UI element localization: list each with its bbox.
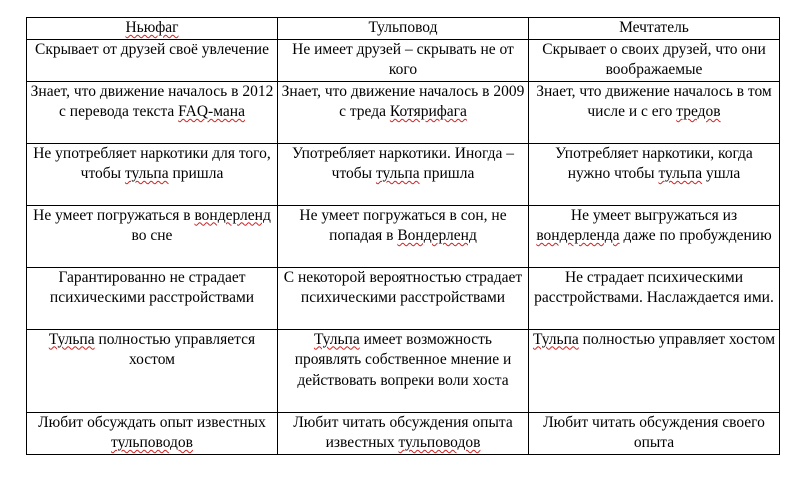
- cell-text: Тульпа полностью управляется хостом: [48, 330, 256, 368]
- table-row: [27, 143, 780, 205]
- table-row: [27, 412, 780, 454]
- table-cell: [529, 412, 780, 454]
- table-body: [27, 18, 780, 455]
- cell-text: Употребляет наркотики, когда нужно чтобы тульпа ушла: [555, 144, 753, 182]
- table-cell: [278, 412, 529, 454]
- table-cell: [278, 81, 529, 143]
- table-cell: [27, 267, 278, 329]
- header-label: Ньюфаг: [125, 19, 179, 36]
- table-cell: [529, 39, 780, 81]
- table-cell: [27, 205, 278, 267]
- table-row: [27, 39, 780, 81]
- cell-text: Не умеет выгружаться из вондерленда даже по пробуждению: [536, 206, 772, 244]
- comparison-table: [26, 17, 780, 455]
- cell-text: Не имеет друзей – скрывать не от кого: [292, 40, 514, 78]
- table-cell: [278, 329, 529, 412]
- table-cell: [278, 143, 529, 205]
- table-row: [27, 81, 780, 143]
- table-cell: [278, 267, 529, 329]
- table-cell: [529, 205, 780, 267]
- header-label: Мечтатель: [619, 19, 689, 36]
- cell-text: Гарантированно не страдает психическими расстройствами: [49, 268, 255, 306]
- cell-text: Не употребляет наркотики для того, чтобы тульпа пришла: [33, 144, 271, 182]
- cell-text: Употребляет наркотики. Иногда – чтобы тульпа пришла: [291, 144, 514, 182]
- table-cell: [278, 39, 529, 81]
- table-cell: [529, 81, 780, 143]
- cell-text: С некоторой вероятностью страдает психическими расстройствами: [283, 268, 523, 306]
- cell-text: Скрывает о своих друзей, что они воображаемые: [542, 40, 766, 78]
- cell-text: Любит обсуждать опыт известных тульповодов: [38, 413, 266, 451]
- cell-text: Не умеет погружаться в сон, не попадая в Вондерленд: [299, 206, 507, 244]
- header-cell-tulpamancer: [278, 18, 529, 40]
- cell-text: Знает, что движение началось в том числе и с его тредов: [536, 82, 772, 120]
- table-row: [27, 205, 780, 267]
- table-cell: [27, 412, 278, 454]
- table-cell: [529, 267, 780, 329]
- cell-text: Знает, что движение началось в 2012 с перевода текста FAQ-мана: [30, 82, 274, 120]
- table-cell: [529, 143, 780, 205]
- table-cell: [27, 329, 278, 412]
- cell-text: Скрывает от друзей своё увлечение: [35, 40, 269, 58]
- table-cell: [278, 205, 529, 267]
- cell-text: Любит читать обсуждения опыта известных тульповодов: [293, 413, 513, 451]
- cell-text: Не страдает психическими расстройствами. Наслаждается ими.: [534, 268, 774, 306]
- table-cell: [27, 81, 278, 143]
- cell-text: Тульпа полностью управляет хостом: [533, 330, 775, 348]
- header-cell-newfag: [27, 18, 278, 40]
- table-cell: [27, 143, 278, 205]
- table-cell: [529, 329, 780, 412]
- cell-text: Знает, что движение началось в 2009 с треда Котярифага: [281, 82, 525, 120]
- table-row: [27, 267, 780, 329]
- header-cell-dreamer: [529, 18, 780, 40]
- cell-text: Тульпа имеет возможность проявлять собственное мнение и действовать вопреки воли хоста: [294, 330, 512, 389]
- cell-text: Не умеет погружаться в вондерленд во сне: [33, 206, 271, 244]
- table-header-row: [27, 18, 780, 40]
- table-row: [27, 329, 780, 412]
- header-label: Тульповод: [368, 19, 438, 36]
- cell-text: Любит читать обсуждения своего опыта: [543, 413, 765, 451]
- table-cell: [27, 39, 278, 81]
